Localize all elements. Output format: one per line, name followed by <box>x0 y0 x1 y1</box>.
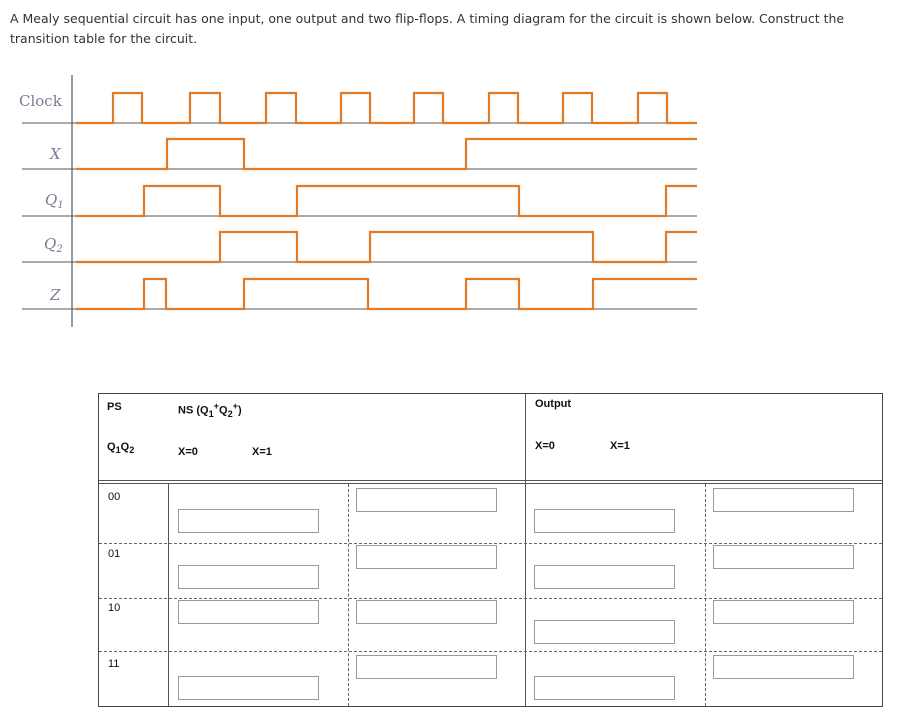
ns-header: NS $(Q_1^+Q_2^+)$ <box>178 401 242 419</box>
q1-label: $Q_1$ <box>45 191 64 211</box>
ns-x0-input-11[interactable] <box>178 676 319 700</box>
out-x1-input-11[interactable] <box>713 655 854 679</box>
out-x0-input-10[interactable] <box>534 620 675 644</box>
state-01-label: 01 <box>108 548 121 560</box>
col-divider-out <box>705 484 706 706</box>
out-x1-input-01[interactable] <box>713 545 854 569</box>
clock-waveform <box>76 93 697 123</box>
out-x1-input-10[interactable] <box>713 600 854 624</box>
q2-label: $Q_2$ <box>44 235 63 255</box>
row-divider <box>99 543 882 544</box>
ns-x1-input-11[interactable] <box>356 655 497 679</box>
output-header: Output <box>535 398 572 410</box>
ns-x0-input-01[interactable] <box>178 565 319 589</box>
q2-waveform <box>76 232 697 262</box>
col-divider-ps <box>168 484 169 706</box>
row-divider <box>99 598 882 599</box>
out-x0-input-00[interactable] <box>534 509 675 533</box>
ns-x0-input-10[interactable] <box>178 600 319 624</box>
timing-diagram <box>0 75 898 335</box>
out-x1-header: X=1 <box>610 440 630 452</box>
row-divider <box>99 651 882 652</box>
clock-label: Clock <box>19 92 62 110</box>
state-10-label: 10 <box>108 602 121 614</box>
ns-x1-header: X=1 <box>252 446 272 458</box>
ns-x1-input-10[interactable] <box>356 600 497 624</box>
transition-table <box>98 393 883 707</box>
ns-x1-input-01[interactable] <box>356 545 497 569</box>
header-divider <box>99 480 882 481</box>
question-text: A Mealy sequential circuit has one input, one output and two flip-flops. A timing diagram for the circuit is shown below. Construct the transition table for the circuit. <box>10 11 845 46</box>
col-divider-ns <box>348 484 349 706</box>
state-00-label: 00 <box>108 491 121 503</box>
out-x0-header: X=0 <box>535 440 555 452</box>
ps-header: PS <box>107 401 122 413</box>
ps-q1q2-header: $Q_1Q_2$ <box>107 441 135 456</box>
out-x0-input-11[interactable] <box>534 676 675 700</box>
z-waveform <box>76 279 697 309</box>
ns-x0-input-00[interactable] <box>178 509 319 533</box>
x-label: X <box>50 145 61 163</box>
x-waveform <box>76 139 697 169</box>
header-divider-2 <box>99 483 882 484</box>
col-divider-output <box>525 394 526 706</box>
out-x1-input-00[interactable] <box>713 488 854 512</box>
ns-x0-header: X=0 <box>178 446 198 458</box>
ns-x1-input-00[interactable] <box>356 488 497 512</box>
out-x0-input-01[interactable] <box>534 565 675 589</box>
q1-waveform <box>76 186 697 216</box>
state-11-label: 11 <box>108 658 120 670</box>
z-label: Z <box>50 286 61 304</box>
